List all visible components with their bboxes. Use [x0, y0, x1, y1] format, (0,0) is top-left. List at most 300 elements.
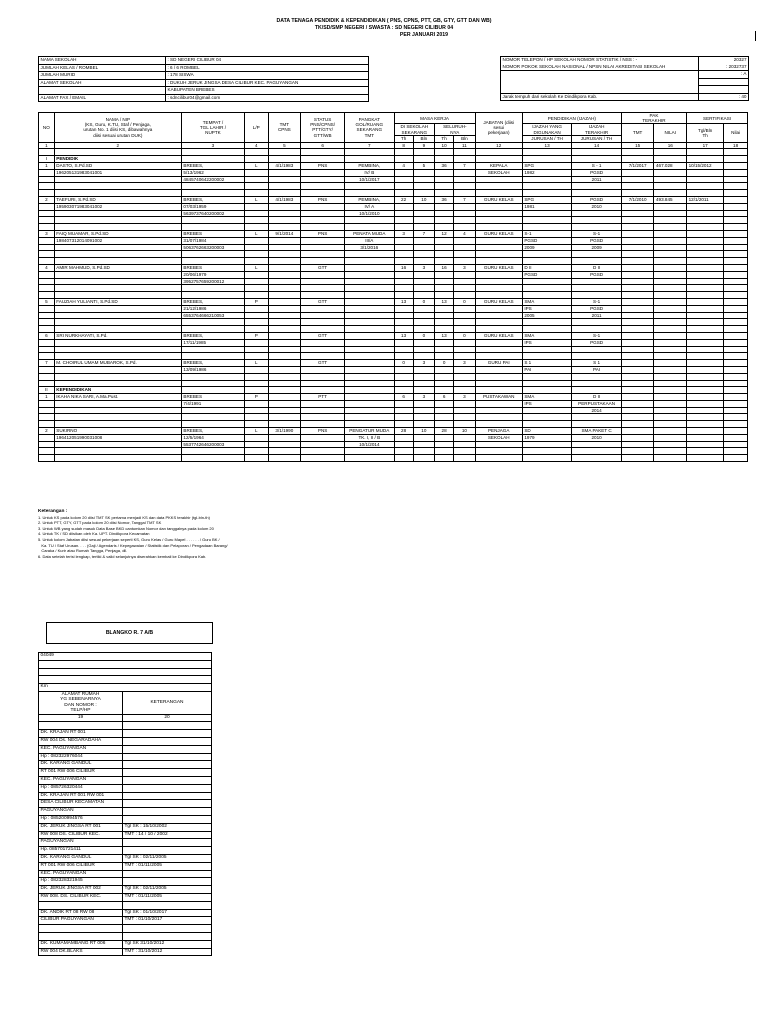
blank-cell [268, 414, 301, 421]
staff-cell [621, 244, 654, 251]
staff-cell [301, 400, 345, 407]
staff-cell [572, 210, 622, 217]
blank-cell [244, 373, 268, 380]
staff-cell: PGSD [522, 271, 572, 278]
staff-no [39, 176, 55, 183]
staff-cell [654, 441, 687, 448]
blank-cell [394, 455, 413, 462]
col-ijazah-terakhir-header: IJAZAH TERAKHIR [572, 124, 622, 135]
staff-cell: PGSD [572, 339, 622, 346]
staff-cell [475, 210, 522, 217]
address-row-col2: TMT : 01/11/2005 [123, 893, 212, 901]
col-pendidikan-header: PENDIDIKAN (IJAZAH) [522, 113, 621, 124]
address-row [39, 815, 212, 823]
staff-cell: 10 [454, 428, 475, 435]
blank-cell [724, 251, 748, 258]
blank-cell [621, 292, 654, 299]
blank-cell [687, 285, 724, 292]
staff-cell [435, 441, 454, 448]
address-row-col1: RW 008. DS. CILIBUR KEC. [39, 893, 123, 901]
staff-cell: PGSD [572, 169, 622, 176]
staff-cell [435, 203, 454, 210]
school-info-row [39, 64, 369, 72]
school-info-row [39, 87, 369, 95]
blank-row [39, 183, 748, 190]
col-sert-tgl-header: Tgl/Bln Th [687, 124, 724, 142]
staff-cell [621, 169, 654, 176]
blank-cell [54, 258, 181, 265]
blank-cell [724, 258, 748, 265]
staff-cell [724, 271, 748, 278]
blank-cell [394, 251, 413, 258]
staff-cell: PENJAGA [475, 428, 522, 435]
address-row-col2 [123, 901, 212, 909]
staff-cell [687, 366, 724, 373]
staff-cell: 0 [413, 332, 434, 339]
staff-cell: IPS [522, 339, 572, 346]
blank-cell [54, 292, 181, 299]
lower-blank-row-col1 [39, 722, 123, 730]
staff-cell [244, 434, 268, 441]
staff-cell: D II [572, 264, 622, 271]
blank-cell [621, 319, 654, 326]
staff-cell: 7 [454, 163, 475, 170]
staff-cell: IKAHA NIKA SARI, A.Ma.Pust. [54, 394, 181, 401]
blank-cell [268, 448, 301, 455]
staff-cell [687, 434, 724, 441]
staff-cell [724, 169, 748, 176]
staff-cell: S 1 [522, 360, 572, 367]
blank-cell [522, 387, 572, 394]
section-label: PENDIDIK [54, 156, 181, 163]
staff-cell: PENGATUR MUDA [345, 428, 395, 435]
address-row [39, 823, 212, 831]
staff-cell [268, 271, 301, 278]
col-status-header: STATUS PNS/CPNS/ PTT/GTY/ GTT/WB [301, 113, 345, 143]
staff-cell [394, 210, 413, 217]
staff-cell [522, 176, 572, 183]
blank-cell [181, 292, 244, 299]
blank-cell [572, 414, 622, 421]
blank-cell [572, 183, 622, 190]
blank-cell [572, 285, 622, 292]
blank-cell [435, 380, 454, 387]
staff-cell [435, 244, 454, 251]
blank-cell [475, 217, 522, 224]
staff-cell: S - 1 [572, 163, 622, 170]
blank-cell [394, 183, 413, 190]
staff-cell [345, 271, 395, 278]
blank-cell [435, 156, 454, 163]
blank-cell [268, 285, 301, 292]
staff-cell: L [244, 264, 268, 271]
staff-cell [621, 237, 654, 244]
staff-cell [413, 176, 434, 183]
staff-cell [301, 271, 345, 278]
staff-cell [244, 312, 268, 319]
blank-cell [345, 346, 395, 353]
staff-cell [654, 305, 687, 312]
staff-cell: 36 [435, 163, 454, 170]
blank-cell [413, 346, 434, 353]
blank-cell [413, 326, 434, 333]
blank-cell [413, 448, 434, 455]
col-pak-header: PAK TERAKHIR [621, 113, 686, 124]
staff-cell [687, 332, 724, 339]
staff-cell [244, 176, 268, 183]
staff-cell [268, 441, 301, 448]
blank-cell [244, 156, 268, 163]
address-row [39, 769, 212, 777]
staff-cell: PAI [522, 366, 572, 373]
blank-cell [522, 319, 572, 326]
blank-cell [181, 373, 244, 380]
staff-cell [572, 278, 622, 285]
note-item: 1. Untuk KS pada kolom 20 diisi TMT SK pertama menjadi KS dan data PKKS terakhir (tgl-bln-th) [38, 514, 210, 520]
blank-cell [181, 448, 244, 455]
staff-cell [475, 237, 522, 244]
staff-cell [454, 278, 475, 285]
blank-cell [475, 285, 522, 292]
column-number: 1 [39, 142, 55, 149]
staff-cell [454, 400, 475, 407]
blank-cell [268, 292, 301, 299]
staff-cell [345, 305, 395, 312]
staff-cell: S-1 [572, 332, 622, 339]
staff-cell [244, 366, 268, 373]
section-kependidikan [39, 387, 748, 394]
staff-cell [413, 339, 434, 346]
blank-cell [268, 217, 301, 224]
blank-cell [301, 387, 345, 394]
staff-cell: 3952757659200012 [181, 278, 244, 285]
blank-cell [54, 455, 181, 462]
blank-cell [394, 285, 413, 292]
staff-cell [687, 394, 724, 401]
staff-cell: 2009 [572, 244, 622, 251]
staff-cell: 13 [435, 332, 454, 339]
address-row [39, 925, 212, 933]
column-number: 6 [301, 142, 345, 149]
blank-cell [621, 224, 654, 231]
staff-cell [724, 339, 748, 346]
staff-cell: 4/1/1983 [268, 196, 301, 203]
staff-cell [301, 237, 345, 244]
staff-cell [244, 305, 268, 312]
blank-cell [687, 258, 724, 265]
blank-cell [654, 387, 687, 394]
school-info-label [39, 87, 166, 95]
blank-cell [181, 346, 244, 353]
staff-no: 6 [39, 332, 55, 339]
blank-cell [724, 183, 748, 190]
staff-cell: M. CHOIRUL UMAM MUBAROK, S.Pd. [54, 360, 181, 367]
staff-cell: PNS [301, 428, 345, 435]
staff-cell: 0 [435, 360, 454, 367]
blank-cell [475, 448, 522, 455]
blank-cell [687, 224, 724, 231]
blank-cell [345, 292, 395, 299]
staff-cell: P [244, 394, 268, 401]
blank-cell [435, 353, 454, 360]
staff-cell [394, 366, 413, 373]
lower-number-row-col1: 19 [39, 714, 123, 722]
staff-cell: PGSD [572, 271, 622, 278]
blank-cell [454, 326, 475, 333]
blank-row [39, 421, 748, 428]
lower-blank-row-col2 [123, 722, 212, 730]
blank-row [39, 380, 748, 387]
blank-cell [268, 190, 301, 197]
staff-cell [654, 203, 687, 210]
staff-cell [724, 332, 748, 339]
lower-blank-row [39, 660, 212, 668]
staff-cell [475, 271, 522, 278]
address-row [39, 847, 212, 855]
staff-cell [724, 210, 748, 217]
blank-cell [435, 251, 454, 258]
staff-cell [244, 271, 268, 278]
staff-no [39, 312, 55, 319]
address-row-col2 [123, 769, 212, 777]
blank-cell [39, 319, 55, 326]
blank-cell [244, 448, 268, 455]
blank-cell [654, 373, 687, 380]
blank-cell [621, 251, 654, 258]
staff-cell: S-1 [522, 230, 572, 237]
blank-cell [435, 455, 454, 462]
blank-cell [268, 455, 301, 462]
staff-cell: 13/09/1986 [181, 366, 244, 373]
blank-cell [435, 285, 454, 292]
blank-cell [621, 414, 654, 421]
blank-cell [301, 421, 345, 428]
staff-cell [345, 278, 395, 285]
blank-cell [572, 353, 622, 360]
blank-cell [345, 217, 395, 224]
staff-cell [435, 400, 454, 407]
staff-cell [621, 332, 654, 339]
address-row-col2 [123, 815, 212, 823]
blank-cell [244, 258, 268, 265]
staff-cell: 21/12/1986 [181, 305, 244, 312]
staff-cell [454, 203, 475, 210]
staff-cell [268, 210, 301, 217]
note-item: 6. Data setelah terisi lengkap, tertiki & valid selanjutnya diserahkan kembali ke Dindikpora Kab. [38, 553, 207, 559]
staff-cell [724, 312, 748, 319]
staff-no [39, 305, 55, 312]
blank-cell [654, 217, 687, 224]
staff-cell [301, 176, 345, 183]
staff-cell [394, 305, 413, 312]
staff-row [39, 312, 748, 319]
staff-cell [413, 210, 434, 217]
staff-cell: 6 [435, 394, 454, 401]
address-row-col1: CILIBUR PAGUYANGAN [39, 917, 123, 925]
staff-cell [413, 312, 434, 319]
staff-cell [394, 176, 413, 183]
blank-cell [522, 292, 572, 299]
staff-cell: GURU KELAS [475, 264, 522, 271]
lower-km-row [39, 684, 212, 692]
section-label: KEPENDIDIKAN [54, 387, 181, 394]
text-cursor [755, 31, 756, 41]
staff-row [39, 278, 748, 285]
staff-cell [654, 176, 687, 183]
blank-cell [181, 380, 244, 387]
staff-no: 1 [39, 394, 55, 401]
staff-cell [244, 203, 268, 210]
blank-cell [394, 448, 413, 455]
col-ijazah-digunakan-header: IJAZAH YANG DIGUNAKAN [522, 124, 572, 135]
blank-cell [572, 448, 622, 455]
address-row-col2 [123, 792, 212, 800]
staff-cell: 3 [413, 264, 434, 271]
blank-cell [621, 149, 654, 156]
staff-cell: BREBES, [181, 298, 244, 305]
blank-cell [268, 319, 301, 326]
blank-cell [345, 149, 395, 156]
distance-label: Jarak tempuh dari sekolah Ke Dindikpora Kab. [501, 93, 699, 101]
school-info-row [39, 57, 369, 65]
staff-cell: PERPUSTAKAAN [572, 400, 622, 407]
blank-cell [572, 319, 622, 326]
blank-cell [724, 421, 748, 428]
address-row-col2 [123, 925, 212, 933]
staff-no [39, 278, 55, 285]
staff-cell [454, 244, 475, 251]
school-info-label: JUMLAH KELAS / ROMBEL [39, 64, 166, 72]
staff-cell: SEKOLAH [475, 434, 522, 441]
column-number: 10 [435, 142, 454, 149]
staff-cell: 7/4/1991 [181, 400, 244, 407]
column-number: 15 [621, 142, 654, 149]
blank-cell [687, 448, 724, 455]
npsn-value: : 2032737 [699, 64, 749, 71]
blank-cell [435, 258, 454, 265]
staff-cell: 5063762663200003 [181, 244, 244, 251]
blank-row [39, 353, 748, 360]
blank-cell [724, 224, 748, 231]
blank-cell [301, 156, 345, 163]
blank-cell [522, 224, 572, 231]
blank-cell [654, 346, 687, 353]
blank-cell [345, 414, 395, 421]
address-row [39, 784, 212, 792]
staff-cell: IPS [522, 305, 572, 312]
staff-cell [724, 305, 748, 312]
blank-cell [454, 285, 475, 292]
staff-no [39, 441, 55, 448]
blank-cell [454, 224, 475, 231]
staff-cell: 07/03/1959 [181, 203, 244, 210]
blank-cell [413, 373, 434, 380]
blank-cell [654, 319, 687, 326]
staff-cell: 3 [454, 360, 475, 367]
staff-cell: 7 [413, 230, 434, 237]
staff-cell [268, 339, 301, 346]
staff-cell: SPG [522, 163, 572, 170]
staff-cell [687, 305, 724, 312]
staff-cell: 0 [394, 360, 413, 367]
staff-cell [654, 210, 687, 217]
staff-row [39, 332, 748, 339]
staff-cell: 3/1/2016 [345, 244, 395, 251]
blank-cell [522, 190, 572, 197]
blank-cell [54, 285, 181, 292]
staff-cell: 2011 [572, 312, 622, 319]
staff-cell [244, 244, 268, 251]
note-item: 2. Untuk PTT, GTY, GTT pada kolom 20 diisi Nomor, Tanggal TMT SK [38, 520, 162, 526]
school-info-value: KABUPATEN BREBES [166, 87, 369, 95]
blank-cell [345, 285, 395, 292]
blank-cell [244, 421, 268, 428]
staff-cell: DASTO, S.Pd.SD [54, 163, 181, 170]
staff-cell [244, 169, 268, 176]
staff-cell [394, 441, 413, 448]
staff-cell [268, 244, 301, 251]
blank-cell [687, 373, 724, 380]
blank-cell [724, 326, 748, 333]
blank-cell [301, 448, 345, 455]
staff-cell [435, 278, 454, 285]
blank-row [39, 346, 748, 353]
blank-row [39, 373, 748, 380]
blank-cell [475, 149, 522, 156]
blank-cell [435, 183, 454, 190]
staff-cell [345, 298, 395, 305]
staff-cell [454, 176, 475, 183]
blank-cell [654, 156, 687, 163]
staff-row [39, 230, 748, 237]
staff-cell [687, 400, 724, 407]
staff-cell [244, 237, 268, 244]
blank-cell [687, 319, 724, 326]
school-info-table [38, 56, 369, 102]
staff-cell [687, 428, 724, 435]
staff-cell: GURU KELAS [475, 332, 522, 339]
staff-cell: 28 [435, 428, 454, 435]
staff-cell: SMA [522, 394, 572, 401]
staff-cell: 196205131983041001 [54, 169, 181, 176]
blank-cell [454, 292, 475, 299]
blank-cell [54, 346, 181, 353]
staff-row [39, 298, 748, 305]
staff-cell [413, 434, 434, 441]
staff-cell: S-1 [572, 298, 622, 305]
blank-cell [475, 346, 522, 353]
blank-cell [522, 258, 572, 265]
staff-cell [724, 264, 748, 271]
address-row [39, 738, 212, 746]
staff-cell [301, 244, 345, 251]
staff-cell: PGSD [572, 196, 622, 203]
staff-cell [345, 332, 395, 339]
address-row-col2 [123, 761, 212, 769]
address-row-col1: DK. KARANG GANDUL [39, 854, 123, 862]
staff-cell [413, 400, 434, 407]
staff-cell [413, 407, 434, 414]
staff-cell [454, 441, 475, 448]
address-row-col1: Hp : 085200994576 [39, 815, 123, 823]
blank-cell [244, 292, 268, 299]
address-row [39, 870, 212, 878]
lower-number-row-col2: 20 [123, 714, 212, 722]
staff-cell: SRI NURKHAYATI, S.Pd. [54, 332, 181, 339]
blank-row [39, 292, 748, 299]
staff-cell [435, 305, 454, 312]
staff-cell [345, 264, 395, 271]
